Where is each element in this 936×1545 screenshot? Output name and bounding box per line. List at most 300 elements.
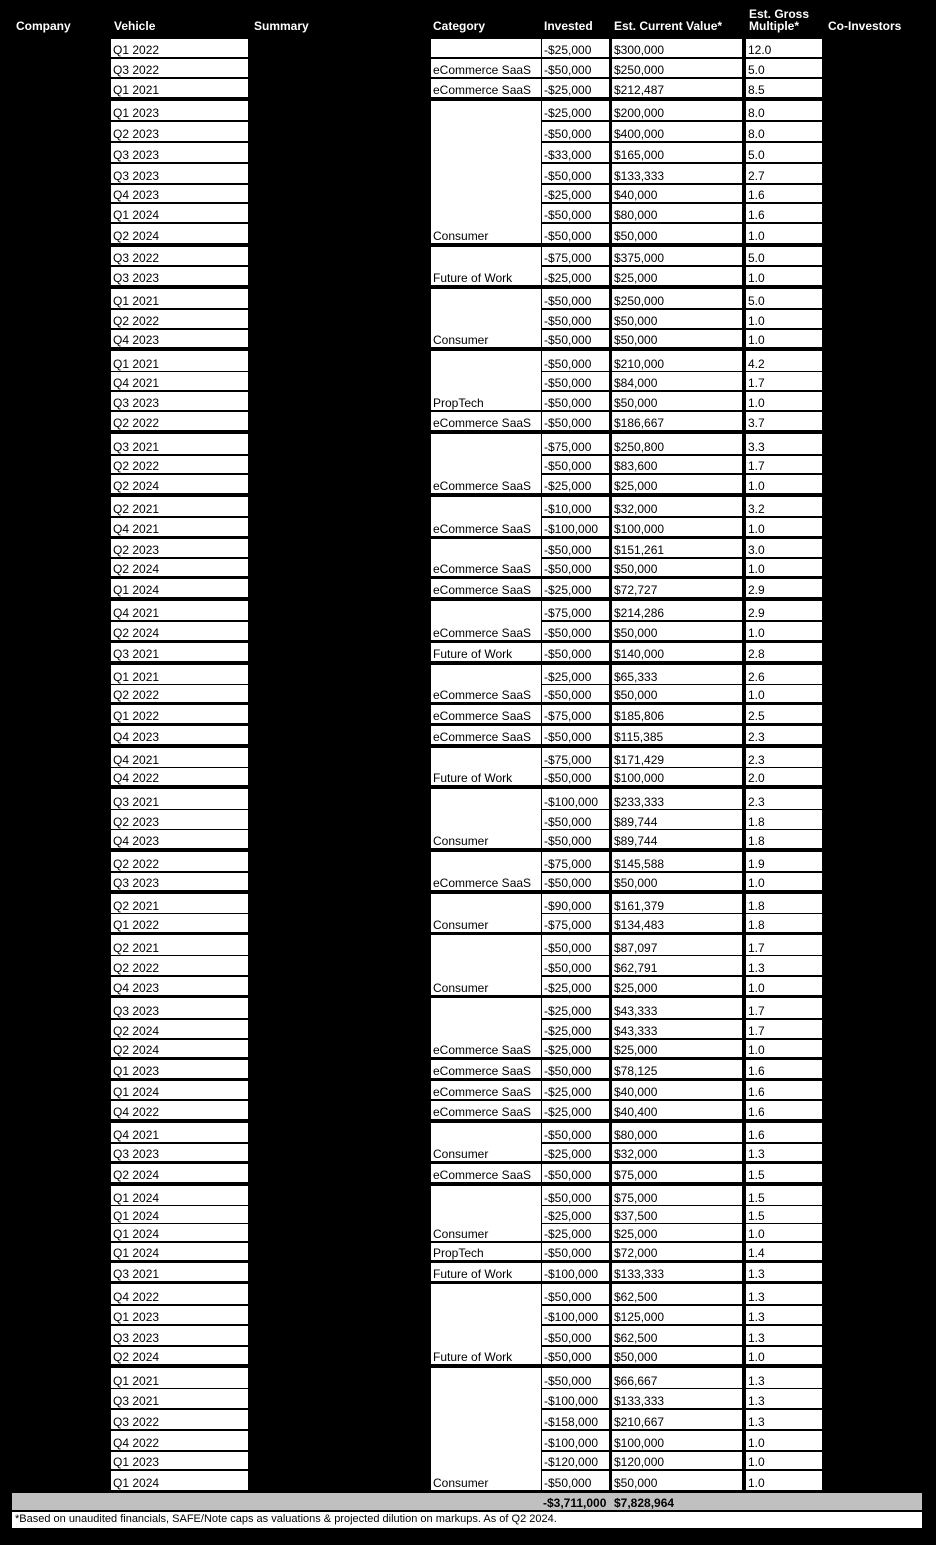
category-label: Consumer (433, 1147, 489, 1161)
category-cell (431, 412, 541, 430)
vehicle-cell: Q2 2022 (111, 310, 248, 328)
invested-cell: -$50,000 (542, 164, 609, 183)
footnote: *Based on unaudited financials, SAFE/Note caps as valuations & projected dilution on markups. As of Q2 2024. (12, 1512, 922, 1528)
vehicle-cell: Q1 2022 (111, 914, 248, 932)
current-value-cell: $161,379 (612, 894, 742, 913)
invested-cell: -$25,000 (542, 1040, 609, 1057)
category-label: eCommerce SaaS (433, 1105, 532, 1119)
multiple-cell: 1.7 (746, 935, 822, 955)
vehicle-cell: Q2 2023 (111, 810, 248, 829)
multiple-cell: 2.9 (746, 579, 822, 597)
header-vehicle: Vehicle (114, 19, 156, 33)
multiple-cell: 8.5 (746, 79, 822, 97)
category-label: Consumer (433, 229, 489, 243)
category-cell (431, 935, 541, 995)
vehicle-cell: Q1 2021 (111, 79, 248, 97)
multiple-cell: 1.6 (746, 1081, 822, 1099)
multiple-cell: 1.7 (746, 1020, 822, 1038)
multiple-cell: 1.3 (746, 1144, 822, 1161)
current-value-cell: $50,000 (612, 622, 742, 640)
current-value-cell: $40,400 (612, 1101, 742, 1119)
multiple-cell: 1.0 (746, 977, 822, 995)
category-cell (431, 601, 541, 640)
category-cell (431, 1368, 541, 1490)
current-value-cell: $50,000 (612, 224, 742, 243)
category-cell (431, 789, 541, 848)
header-multiple-line2: Multiple* (749, 19, 799, 33)
multiple-cell: 1.0 (746, 1452, 822, 1469)
vehicle-cell: Q4 2021 (111, 372, 248, 390)
vehicle-cell: Q1 2023 (111, 1060, 248, 1078)
invested-cell: -$50,000 (542, 456, 609, 473)
invested-cell: -$50,000 (542, 1123, 609, 1142)
category-cell (431, 643, 541, 661)
current-value-cell: $25,000 (612, 267, 742, 285)
vehicle-cell: Q3 2023 (111, 392, 248, 410)
vehicle-cell: Q3 2023 (111, 873, 248, 890)
header-co-investors: Co-Investors (828, 19, 902, 33)
multiple-cell: 1.0 (746, 622, 822, 640)
multiple-cell: 1.8 (746, 914, 822, 932)
multiple-cell: 1.0 (746, 330, 822, 347)
invested-cell: -$25,000 (542, 1224, 609, 1241)
current-value-cell: $25,000 (612, 1040, 742, 1057)
multiple-cell: 5.0 (746, 247, 822, 265)
invested-cell: -$25,000 (542, 1206, 609, 1223)
current-value-cell: $75,000 (612, 1186, 742, 1205)
vehicle-cell: Q2 2022 (111, 456, 248, 473)
category-label: eCommerce SaaS (433, 522, 532, 536)
header-company: Company (16, 19, 71, 33)
multiple-cell: 2.5 (746, 705, 822, 723)
vehicle-cell: Q2 2024 (111, 1020, 248, 1038)
category-label: eCommerce SaaS (433, 479, 532, 493)
category-label: eCommerce SaaS (433, 626, 532, 640)
vehicle-cell: Q2 2021 (111, 894, 248, 913)
invested-cell: -$50,000 (542, 539, 609, 557)
multiple-cell: 1.3 (746, 1263, 822, 1281)
current-value-cell: $50,000 (612, 1471, 742, 1490)
invested-cell: -$33,000 (542, 143, 609, 162)
total-current-value: $7,828,964 (614, 1496, 675, 1510)
multiple-cell: 1.3 (746, 956, 822, 975)
current-value-cell: $210,667 (612, 1410, 742, 1429)
category-label: PropTech (433, 396, 484, 410)
current-value-cell: $210,000 (612, 351, 742, 371)
multiple-cell: 1.5 (746, 1164, 822, 1182)
category-cell (431, 39, 541, 57)
multiple-cell: 1.6 (746, 185, 822, 202)
multiple-cell: 1.8 (746, 894, 822, 913)
invested-cell: -$50,000 (542, 1186, 609, 1205)
multiple-cell: 1.0 (746, 267, 822, 285)
current-value-cell: $80,000 (612, 1123, 742, 1142)
multiple-cell: 1.3 (746, 1284, 822, 1304)
multiple-cell: 2.0 (746, 768, 822, 785)
current-value-cell: $25,000 (612, 475, 742, 493)
multiple-cell: 1.8 (746, 810, 822, 829)
category-label: Future of Work (433, 271, 513, 285)
vehicle-cell: Q1 2023 (111, 1306, 248, 1324)
vehicle-cell: Q1 2023 (111, 101, 248, 120)
vehicle-cell: Q1 2024 (111, 1206, 248, 1223)
header-summary: Summary (254, 19, 309, 33)
invested-cell: -$75,000 (542, 434, 609, 454)
invested-cell: -$120,000 (542, 1452, 609, 1469)
category-label: Consumer (433, 981, 489, 995)
category-label: Consumer (433, 834, 489, 848)
invested-cell: -$100,000 (542, 518, 609, 536)
vehicle-cell: Q3 2022 (111, 247, 248, 265)
current-value-cell: $87,097 (612, 935, 742, 955)
multiple-cell: 1.0 (746, 475, 822, 493)
vehicle-cell: Q4 2023 (111, 977, 248, 995)
vehicle-cell: Q4 2023 (111, 185, 248, 202)
invested-cell: -$100,000 (542, 1306, 609, 1324)
category-cell (431, 579, 541, 597)
current-value-cell: $32,000 (612, 497, 742, 516)
invested-cell: -$50,000 (542, 412, 609, 430)
vehicle-cell: Q4 2023 (111, 726, 248, 744)
vehicle-cell: Q3 2022 (111, 59, 248, 77)
multiple-cell: 1.0 (746, 1431, 822, 1450)
current-value-cell: $250,800 (612, 434, 742, 454)
category-label: Future of Work (433, 1267, 513, 1281)
current-value-cell: $134,483 (612, 914, 742, 932)
invested-cell: -$50,000 (542, 289, 609, 308)
invested-cell: -$50,000 (542, 559, 609, 576)
current-value-cell: $200,000 (612, 101, 742, 120)
invested-cell: -$10,000 (542, 497, 609, 516)
vehicle-cell: Q4 2022 (111, 1284, 248, 1304)
multiple-cell: 1.7 (746, 372, 822, 390)
current-value-cell: $214,286 (612, 601, 742, 620)
vehicle-cell: Q2 2022 (111, 412, 248, 430)
current-value-cell: $50,000 (612, 685, 742, 702)
category-label: eCommerce SaaS (433, 1085, 532, 1099)
invested-cell: -$50,000 (542, 830, 609, 848)
invested-cell: -$75,000 (542, 748, 609, 767)
category-cell (431, 497, 541, 536)
vehicle-cell: Q2 2022 (111, 956, 248, 975)
category-label: eCommerce SaaS (433, 583, 532, 597)
category-label: eCommerce SaaS (433, 709, 532, 723)
invested-cell: -$50,000 (542, 685, 609, 702)
vehicle-cell: Q1 2024 (111, 1186, 248, 1205)
invested-cell: -$50,000 (542, 1368, 609, 1388)
invested-cell: -$50,000 (542, 1060, 609, 1078)
vehicle-cell: Q3 2021 (111, 643, 248, 661)
category-cell (431, 1060, 541, 1078)
invested-cell: -$75,000 (542, 852, 609, 871)
category-label: eCommerce SaaS (433, 876, 532, 890)
category-cell (431, 894, 541, 932)
vehicle-cell: Q2 2021 (111, 935, 248, 955)
invested-cell: -$75,000 (542, 601, 609, 620)
category-label: Consumer (433, 1476, 489, 1490)
current-value-cell: $212,487 (612, 79, 742, 97)
current-value-cell: $125,000 (612, 1306, 742, 1324)
multiple-cell: 1.7 (746, 456, 822, 473)
category-label: eCommerce SaaS (433, 1064, 532, 1078)
current-value-cell: $145,588 (612, 852, 742, 871)
category-cell (431, 1101, 541, 1119)
multiple-cell: 2.9 (746, 601, 822, 620)
multiple-cell: 1.3 (746, 1306, 822, 1324)
multiple-cell: 2.7 (746, 164, 822, 183)
category-cell (431, 1081, 541, 1099)
vehicle-cell: Q2 2022 (111, 852, 248, 871)
vehicle-cell: Q1 2024 (111, 1224, 248, 1241)
current-value-cell: $151,261 (612, 539, 742, 557)
invested-cell: -$50,000 (542, 1284, 609, 1304)
multiple-cell: 1.3 (746, 1410, 822, 1429)
vehicle-cell: Q3 2023 (111, 267, 248, 285)
multiple-cell: 1.0 (746, 518, 822, 536)
current-value-cell: $80,000 (612, 204, 742, 222)
multiple-cell: 1.6 (746, 1123, 822, 1142)
category-label: Consumer (433, 333, 489, 347)
category-cell (431, 539, 541, 576)
multiple-cell: 1.6 (746, 1101, 822, 1119)
current-value-cell: $75,000 (612, 1164, 742, 1182)
invested-cell: -$25,000 (542, 1020, 609, 1038)
vehicle-cell: Q3 2023 (111, 164, 248, 183)
vehicle-cell: Q1 2021 (111, 665, 248, 684)
current-value-cell: $50,000 (612, 1347, 742, 1364)
category-cell (431, 705, 541, 723)
invested-cell: -$100,000 (542, 789, 609, 809)
invested-cell: -$50,000 (542, 224, 609, 243)
vehicle-cell: Q3 2023 (111, 1326, 248, 1345)
vehicle-cell: Q4 2022 (111, 1431, 248, 1450)
vehicle-cell: Q2 2023 (111, 122, 248, 141)
current-value-cell: $66,667 (612, 1368, 742, 1388)
category-label: eCommerce SaaS (433, 688, 532, 702)
current-value-cell: $89,744 (612, 810, 742, 829)
current-value-cell: $83,600 (612, 456, 742, 473)
category-label: eCommerce SaaS (433, 83, 532, 97)
vehicle-cell: Q3 2021 (111, 434, 248, 454)
category-label: eCommerce SaaS (433, 562, 532, 576)
multiple-cell: 1.8 (746, 830, 822, 848)
current-value-cell: $115,385 (612, 726, 742, 744)
invested-cell: -$25,000 (542, 1081, 609, 1099)
category-label: PropTech (433, 1246, 484, 1260)
category-label: Consumer (433, 1227, 489, 1241)
category-cell (431, 351, 541, 410)
multiple-cell: 8.0 (746, 101, 822, 120)
current-value-cell: $100,000 (612, 1431, 742, 1450)
invested-cell: -$100,000 (542, 1263, 609, 1281)
invested-cell: -$50,000 (542, 1326, 609, 1345)
invested-cell: -$25,000 (542, 39, 609, 57)
multiple-cell: 4.2 (746, 351, 822, 371)
invested-cell: -$75,000 (542, 247, 609, 265)
vehicle-cell: Q4 2023 (111, 330, 248, 347)
multiple-cell: 2.3 (746, 726, 822, 744)
category-cell (431, 247, 541, 285)
category-cell (431, 79, 541, 97)
category-cell (431, 1243, 541, 1260)
invested-cell: -$25,000 (542, 579, 609, 597)
multiple-cell: 5.0 (746, 289, 822, 308)
current-value-cell: $300,000 (612, 39, 742, 57)
multiple-cell: 1.0 (746, 1347, 822, 1364)
header-invested: Invested (544, 19, 593, 33)
invested-cell: -$50,000 (542, 59, 609, 77)
invested-cell: -$50,000 (542, 873, 609, 890)
category-label: eCommerce SaaS (433, 1043, 532, 1057)
multiple-cell: 3.0 (746, 539, 822, 557)
vehicle-cell: Q4 2022 (111, 1101, 248, 1119)
multiple-cell: 1.6 (746, 204, 822, 222)
invested-cell: -$75,000 (542, 914, 609, 932)
current-value-cell: $89,744 (612, 830, 742, 848)
category-cell (431, 726, 541, 744)
invested-cell: -$50,000 (542, 935, 609, 955)
totals-row (12, 1493, 922, 1510)
multiple-cell: 2.8 (746, 643, 822, 661)
current-value-cell: $50,000 (612, 392, 742, 410)
current-value-cell: $32,000 (612, 1144, 742, 1161)
category-cell (431, 59, 541, 77)
multiple-cell: 1.0 (746, 310, 822, 328)
vehicle-cell: Q1 2024 (111, 1471, 248, 1490)
multiple-cell: 1.0 (746, 1471, 822, 1490)
category-cell (431, 1123, 541, 1161)
multiple-cell: 1.0 (746, 685, 822, 702)
multiple-cell: 1.3 (746, 1368, 822, 1388)
vehicle-cell: Q1 2021 (111, 351, 248, 371)
vehicle-cell: Q3 2021 (111, 1263, 248, 1281)
current-value-cell: $140,000 (612, 643, 742, 661)
vehicle-cell: Q1 2021 (111, 1368, 248, 1388)
current-value-cell: $50,000 (612, 873, 742, 890)
current-value-cell: $72,727 (612, 579, 742, 597)
header-multiple-line1: Est. Gross (749, 7, 810, 21)
vehicle-cell: Q4 2022 (111, 768, 248, 785)
invested-cell: -$100,000 (542, 1431, 609, 1450)
vehicle-cell: Q2 2023 (111, 539, 248, 557)
invested-cell: -$50,000 (542, 956, 609, 975)
current-value-cell: $133,333 (612, 1389, 742, 1408)
category-cell (431, 101, 541, 243)
current-value-cell: $62,500 (612, 1326, 742, 1345)
current-value-cell: $375,000 (612, 247, 742, 265)
category-cell (431, 665, 541, 702)
multiple-cell: 12.0 (746, 39, 822, 57)
invested-cell: -$90,000 (542, 894, 609, 913)
multiple-cell: 1.7 (746, 998, 822, 1018)
vehicle-cell: Q4 2021 (111, 518, 248, 536)
invested-cell: -$25,000 (542, 977, 609, 995)
current-value-cell: $40,000 (612, 185, 742, 202)
invested-cell: -$50,000 (542, 810, 609, 829)
multiple-cell: 5.0 (746, 143, 822, 162)
multiple-cell: 1.6 (746, 1060, 822, 1078)
vehicle-cell: Q2 2024 (111, 475, 248, 493)
current-value-cell: $250,000 (612, 59, 742, 77)
current-value-cell: $65,333 (612, 665, 742, 684)
vehicle-cell: Q2 2022 (111, 685, 248, 702)
multiple-cell: 3.2 (746, 497, 822, 516)
multiple-cell: 1.0 (746, 559, 822, 576)
invested-cell: -$25,000 (542, 665, 609, 684)
vehicle-cell: Q2 2024 (111, 1164, 248, 1182)
multiple-cell: 2.3 (746, 748, 822, 767)
vehicle-cell: Q2 2024 (111, 1040, 248, 1057)
current-value-cell: $133,333 (612, 1263, 742, 1281)
current-value-cell: $62,791 (612, 956, 742, 975)
multiple-cell: 3.7 (746, 412, 822, 430)
multiple-cell: 1.5 (746, 1186, 822, 1205)
invested-cell: -$50,000 (542, 1243, 609, 1260)
invested-cell: -$50,000 (542, 392, 609, 410)
invested-cell: -$50,000 (542, 726, 609, 744)
current-value-cell: $72,000 (612, 1243, 742, 1260)
current-value-cell: $25,000 (612, 1224, 742, 1241)
vehicle-cell: Q3 2021 (111, 789, 248, 809)
invested-cell: -$50,000 (542, 204, 609, 222)
category-cell (431, 998, 541, 1057)
invested-cell: -$50,000 (542, 351, 609, 371)
vehicle-cell: Q1 2024 (111, 1081, 248, 1099)
multiple-cell: 1.4 (746, 1243, 822, 1260)
current-value-cell: $50,000 (612, 559, 742, 576)
vehicle-cell: Q4 2023 (111, 830, 248, 848)
current-value-cell: $250,000 (612, 289, 742, 308)
multiple-cell: 1.0 (746, 1040, 822, 1057)
current-value-cell: $37,500 (612, 1206, 742, 1223)
multiple-cell: 1.9 (746, 852, 822, 871)
current-value-cell: $165,000 (612, 143, 742, 162)
invested-cell: -$50,000 (542, 643, 609, 661)
vehicle-cell: Q2 2021 (111, 497, 248, 516)
category-cell (431, 1263, 541, 1281)
current-value-cell: $50,000 (612, 310, 742, 328)
category-cell (431, 289, 541, 347)
vehicle-cell: Q2 2024 (111, 224, 248, 243)
current-value-cell: $400,000 (612, 122, 742, 141)
current-value-cell: $186,667 (612, 412, 742, 430)
current-value-cell: $78,125 (612, 1060, 742, 1078)
current-value-cell: $133,333 (612, 164, 742, 183)
vehicle-cell: Q1 2021 (111, 289, 248, 308)
current-value-cell: $40,000 (612, 1081, 742, 1099)
invested-cell: -$50,000 (542, 622, 609, 640)
current-value-cell: $100,000 (612, 518, 742, 536)
category-cell (431, 1164, 541, 1182)
current-value-cell: $233,333 (612, 789, 742, 809)
category-cell (431, 748, 541, 785)
current-value-cell: $25,000 (612, 977, 742, 995)
invested-cell: -$25,000 (542, 267, 609, 285)
invested-cell: -$100,000 (542, 1389, 609, 1408)
multiple-cell: 2.6 (746, 665, 822, 684)
vehicle-cell: Q2 2024 (111, 559, 248, 576)
invested-cell: -$50,000 (542, 372, 609, 390)
multiple-cell: 1.0 (746, 224, 822, 243)
category-cell (431, 852, 541, 890)
multiple-cell: 3.3 (746, 434, 822, 454)
current-value-cell: $50,000 (612, 330, 742, 347)
category-label: eCommerce SaaS (433, 63, 532, 77)
category-cell (431, 1284, 541, 1364)
category-label: Consumer (433, 918, 489, 932)
multiple-cell: 1.0 (746, 392, 822, 410)
current-value-cell: $43,333 (612, 1020, 742, 1038)
